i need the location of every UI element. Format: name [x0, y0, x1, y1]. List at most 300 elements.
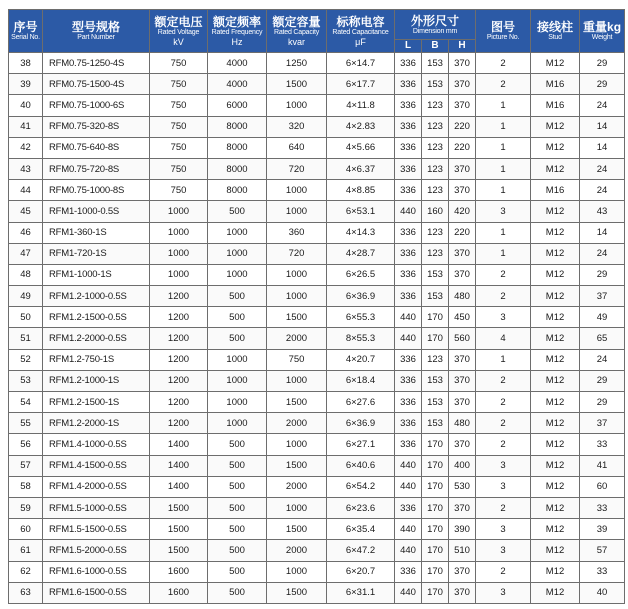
- picture-cell: 2: [476, 561, 531, 582]
- part-header-en: Part Number: [77, 34, 115, 41]
- stud-cell: M12: [531, 392, 580, 413]
- frequency-cell: 500: [208, 519, 267, 540]
- capacitance-cell: 6×35.4: [327, 519, 395, 540]
- picture-cell: 3: [476, 540, 531, 561]
- voltage-cell: 1200: [150, 370, 208, 391]
- stud-cell: M12: [531, 264, 580, 285]
- dimension-b-cell: 170: [422, 455, 449, 476]
- serial-cell: 40: [9, 95, 43, 116]
- part-number-cell: RFM1.2-1500-0.5S: [43, 307, 150, 328]
- dimension-h-cell: 370: [449, 180, 476, 201]
- voltage-cell: 750: [150, 158, 208, 179]
- dimension-l-cell: 336: [395, 222, 422, 243]
- serial-cell: 41: [9, 116, 43, 137]
- voltage-cell: 1500: [150, 540, 208, 561]
- dimension-b-cell: 153: [422, 370, 449, 391]
- serial-cell: 57: [9, 455, 43, 476]
- dimension-b-cell: 170: [422, 519, 449, 540]
- stud-cell: M12: [531, 53, 580, 74]
- dimension-l-cell: 336: [395, 434, 422, 455]
- voltage-cell: 1000: [150, 201, 208, 222]
- weight-cell: 33: [580, 497, 625, 518]
- stud-cell: M12: [531, 328, 580, 349]
- dimension-b-cell: 123: [422, 243, 449, 264]
- table-row: [9, 497, 625, 518]
- table-row: [9, 116, 625, 137]
- dimension-h-cell: 450: [449, 307, 476, 328]
- capacity-cell: 2000: [267, 476, 327, 497]
- dimension-h-cell: 560: [449, 328, 476, 349]
- voltage-cell: 1200: [150, 286, 208, 307]
- capacitance-cell: 6×27.6: [327, 392, 395, 413]
- part-number-cell: RFM1.5-2000-0.5S: [43, 540, 150, 561]
- frequency-cell: 1000: [208, 222, 267, 243]
- capacity-cell: 1250: [267, 53, 327, 74]
- frequency-cell: 500: [208, 307, 267, 328]
- dimension-l-cell: 336: [395, 264, 422, 285]
- serial-cell: 61: [9, 540, 43, 561]
- dimension-l-cell: 336: [395, 370, 422, 391]
- table-row: [9, 222, 625, 243]
- capacitance-cell: 6×31.1: [327, 582, 395, 603]
- dimension-h-cell: 370: [449, 497, 476, 518]
- part-number-cell: RFM1.6-1500-0.5S: [43, 582, 150, 603]
- capacity-cell: 1500: [267, 519, 327, 540]
- voltage-cell: 1200: [150, 413, 208, 434]
- voltage-cell: 1200: [150, 307, 208, 328]
- table-header: [9, 10, 625, 53]
- dimension-l-cell: 440: [395, 307, 422, 328]
- dimension-l-cell: 440: [395, 201, 422, 222]
- serial-cell: 62: [9, 561, 43, 582]
- capacitance-cell: 6×17.7: [327, 74, 395, 95]
- voltage-header-unit: kV: [173, 37, 184, 47]
- weight-cell: 33: [580, 561, 625, 582]
- voltage-cell: 1500: [150, 519, 208, 540]
- weight-cell: 40: [580, 582, 625, 603]
- weight-cell: 29: [580, 264, 625, 285]
- capacitance-cell: 6×20.7: [327, 561, 395, 582]
- capacitance-cell: 4×14.3: [327, 222, 395, 243]
- weight-cell: 24: [580, 180, 625, 201]
- frequency-cell: 500: [208, 582, 267, 603]
- table-row: [9, 180, 625, 201]
- capacity-cell: 1500: [267, 392, 327, 413]
- table-row: [9, 74, 625, 95]
- frequency-cell: 4000: [208, 53, 267, 74]
- part-number-cell: RFM1.2-1500-1S: [43, 392, 150, 413]
- frequency-cell: 1000: [208, 264, 267, 285]
- picture-cell: 2: [476, 264, 531, 285]
- weight-cell: 57: [580, 540, 625, 561]
- picture-cell: 3: [476, 455, 531, 476]
- serial-cell: 55: [9, 413, 43, 434]
- capacity-cell: 1000: [267, 497, 327, 518]
- dimension-l-cell: 336: [395, 158, 422, 179]
- table-row: [9, 434, 625, 455]
- dimension-l-cell: 336: [395, 286, 422, 307]
- part-number-cell: RFM1.2-750-1S: [43, 349, 150, 370]
- capacitance-cell: 4×6.37: [327, 158, 395, 179]
- voltage-cell: 750: [150, 137, 208, 158]
- capacitance-cell: 4×2.83: [327, 116, 395, 137]
- serial-cell: 51: [9, 328, 43, 349]
- frequency-header-unit: Hz: [231, 37, 243, 47]
- frequency-cell: 1000: [208, 370, 267, 391]
- picture-cell: 3: [476, 307, 531, 328]
- part-number-cell: RFM1.4-2000-0.5S: [43, 476, 150, 497]
- dimension-l-cell: 440: [395, 455, 422, 476]
- capacitance-cell: 6×47.2: [327, 540, 395, 561]
- dimension-header: [395, 10, 476, 40]
- capacity-cell: 1000: [267, 201, 327, 222]
- picture-cell: 1: [476, 222, 531, 243]
- weight-cell: 29: [580, 53, 625, 74]
- stud-cell: M12: [531, 582, 580, 603]
- table-row: [9, 370, 625, 391]
- dimension-l-cell: 336: [395, 413, 422, 434]
- dimension-l-cell: 440: [395, 540, 422, 561]
- frequency-cell: 500: [208, 497, 267, 518]
- voltage-cell: 1600: [150, 582, 208, 603]
- voltage-cell: 1200: [150, 349, 208, 370]
- capacitance-cell: 6×36.9: [327, 286, 395, 307]
- stud-cell: M12: [531, 540, 580, 561]
- capacity-cell: 1000: [267, 370, 327, 391]
- frequency-cell: 8000: [208, 116, 267, 137]
- stud-cell: M12: [531, 158, 580, 179]
- capacitance-cell: 6×36.9: [327, 413, 395, 434]
- dimension-h-cell: 220: [449, 222, 476, 243]
- dimension-b-cell: 170: [422, 307, 449, 328]
- capacitance-cell: 8×55.3: [327, 328, 395, 349]
- part-number-cell: RFM1.5-1500-0.5S: [43, 519, 150, 540]
- capacity-header: [267, 10, 327, 53]
- capacitance-cell: 4×28.7: [327, 243, 395, 264]
- dimension-l-cell: 336: [395, 53, 422, 74]
- capacity-cell: 1500: [267, 74, 327, 95]
- part-number-cell: RFM1.5-1000-0.5S: [43, 497, 150, 518]
- voltage-cell: 1000: [150, 222, 208, 243]
- part-number-cell: RFM0.75-1000-6S: [43, 95, 150, 116]
- serial-cell: 58: [9, 476, 43, 497]
- stud-cell: M16: [531, 95, 580, 116]
- dimension-b-cell: 153: [422, 74, 449, 95]
- dimension-h-cell: 370: [449, 264, 476, 285]
- dimension-b-cell: 170: [422, 582, 449, 603]
- dimension-b-cell: 160: [422, 201, 449, 222]
- voltage-cell: 1400: [150, 476, 208, 497]
- table-row: [9, 328, 625, 349]
- serial-cell: 46: [9, 222, 43, 243]
- dimension-b-cell: 170: [422, 476, 449, 497]
- dimension-b-header: B: [422, 40, 449, 53]
- serial-cell: 50: [9, 307, 43, 328]
- dimension-h-cell: 370: [449, 158, 476, 179]
- voltage-header-cn: 额定电压: [154, 15, 203, 29]
- dimension-b-cell: 153: [422, 53, 449, 74]
- dimension-l-cell: 336: [395, 95, 422, 116]
- voltage-cell: 1200: [150, 328, 208, 349]
- picture-cell: 3: [476, 476, 531, 497]
- capacitance-cell: 6×18.4: [327, 370, 395, 391]
- stud-cell: M12: [531, 116, 580, 137]
- capacitance-header-cn: 标称电容: [336, 15, 385, 29]
- picture-cell: 2: [476, 413, 531, 434]
- capacitance-cell: 4×20.7: [327, 349, 395, 370]
- dimension-h-cell: 370: [449, 74, 476, 95]
- stud-cell: M12: [531, 519, 580, 540]
- picture-cell: 1: [476, 349, 531, 370]
- picture-header-cn: 图号: [491, 20, 516, 34]
- part-number-cell: RFM1-1000-1S: [43, 264, 150, 285]
- capacity-cell: 320: [267, 116, 327, 137]
- dimension-h-cell: 510: [449, 540, 476, 561]
- dimension-l-cell: 336: [395, 180, 422, 201]
- weight-cell: 37: [580, 413, 625, 434]
- dimension-l-cell: 440: [395, 476, 422, 497]
- dimension-h-cell: 370: [449, 53, 476, 74]
- capacitance-cell: 6×53.1: [327, 201, 395, 222]
- serial-header-en: Serial No.: [11, 34, 40, 41]
- stud-cell: M12: [531, 370, 580, 391]
- part-number-cell: RFM1.2-1000-1S: [43, 370, 150, 391]
- dimension-l-cell: 336: [395, 497, 422, 518]
- weight-cell: 24: [580, 349, 625, 370]
- part-number-cell: RFM1-720-1S: [43, 243, 150, 264]
- dimension-h-cell: 370: [449, 582, 476, 603]
- dimension-b-cell: 123: [422, 95, 449, 116]
- table-row: [9, 95, 625, 116]
- dimension-h-cell: 220: [449, 116, 476, 137]
- capacity-cell: 1000: [267, 561, 327, 582]
- capacity-cell: 1000: [267, 286, 327, 307]
- weight-header-cn: 重量kg: [583, 20, 622, 34]
- picture-cell: 1: [476, 116, 531, 137]
- stud-cell: M16: [531, 74, 580, 95]
- weight-cell: 41: [580, 455, 625, 476]
- capacitance-header-en: Rated Capacitance: [332, 29, 389, 36]
- capacitance-cell: 6×40.6: [327, 455, 395, 476]
- picture-cell: 4: [476, 328, 531, 349]
- capacitance-cell: 6×55.3: [327, 307, 395, 328]
- capacitance-cell: 6×27.1: [327, 434, 395, 455]
- frequency-cell: 500: [208, 201, 267, 222]
- weight-cell: 43: [580, 201, 625, 222]
- serial-cell: 60: [9, 519, 43, 540]
- dimension-h-header: H: [449, 40, 476, 53]
- frequency-cell: 1000: [208, 243, 267, 264]
- dimension-l-cell: 440: [395, 519, 422, 540]
- dimension-h-cell: 370: [449, 392, 476, 413]
- voltage-cell: 1500: [150, 497, 208, 518]
- part-number-cell: RFM0.75-720-8S: [43, 158, 150, 179]
- stud-cell: M12: [531, 286, 580, 307]
- part-number-cell: RFM0.75-640-8S: [43, 137, 150, 158]
- voltage-cell: 750: [150, 53, 208, 74]
- voltage-cell: 1400: [150, 434, 208, 455]
- dimension-h-cell: 370: [449, 561, 476, 582]
- dimension-h-cell: 370: [449, 243, 476, 264]
- serial-cell: 53: [9, 370, 43, 391]
- part-header-cn: 型号规格: [71, 20, 120, 34]
- picture-cell: 2: [476, 497, 531, 518]
- dimension-h-cell: 370: [449, 370, 476, 391]
- voltage-header: [150, 10, 208, 53]
- picture-cell: 2: [476, 53, 531, 74]
- frequency-cell: 500: [208, 328, 267, 349]
- capacity-cell: 1000: [267, 264, 327, 285]
- weight-cell: 39: [580, 519, 625, 540]
- stud-cell: M12: [531, 349, 580, 370]
- table-body: [9, 53, 625, 604]
- stud-cell: M12: [531, 497, 580, 518]
- stud-cell: M12: [531, 476, 580, 497]
- table-row: [9, 137, 625, 158]
- capacity-header-cn: 额定容量: [272, 15, 321, 29]
- serial-cell: 49: [9, 286, 43, 307]
- capacity-cell: 2000: [267, 540, 327, 561]
- part-number-cell: RFM1-360-1S: [43, 222, 150, 243]
- stud-cell: M16: [531, 180, 580, 201]
- serial-header: [9, 10, 43, 53]
- capacity-header-unit: kvar: [287, 37, 305, 47]
- dimension-h-cell: 480: [449, 286, 476, 307]
- picture-cell: 3: [476, 519, 531, 540]
- capacitance-cell: 6×54.2: [327, 476, 395, 497]
- voltage-cell: 750: [150, 180, 208, 201]
- frequency-cell: 500: [208, 434, 267, 455]
- weight-cell: 60: [580, 476, 625, 497]
- dimension-b-cell: 123: [422, 180, 449, 201]
- dimension-b-cell: 123: [422, 222, 449, 243]
- part-number-cell: RFM1.4-1500-0.5S: [43, 455, 150, 476]
- capacitance-cell: 4×11.8: [327, 95, 395, 116]
- dimension-h-cell: 370: [449, 349, 476, 370]
- table-row: [9, 455, 625, 476]
- voltage-header-en: Rated Voltage: [157, 29, 200, 36]
- part-header: [43, 10, 150, 53]
- dimension-l-cell: 336: [395, 116, 422, 137]
- stud-cell: M12: [531, 243, 580, 264]
- weight-cell: 65: [580, 328, 625, 349]
- part-number-cell: RFM0.75-1250-4S: [43, 53, 150, 74]
- voltage-cell: 1200: [150, 392, 208, 413]
- voltage-cell: 1600: [150, 561, 208, 582]
- stud-cell: M12: [531, 434, 580, 455]
- frequency-header-en: Rated Frequency: [211, 29, 263, 36]
- part-number-cell: RFM1.2-2000-0.5S: [43, 328, 150, 349]
- dimension-l-cell: 336: [395, 561, 422, 582]
- voltage-cell: 750: [150, 74, 208, 95]
- part-number-cell: RFM1.2-1000-0.5S: [43, 286, 150, 307]
- capacity-cell: 1000: [267, 180, 327, 201]
- dimension-l-cell: 336: [395, 137, 422, 158]
- dimension-h-cell: 370: [449, 95, 476, 116]
- weight-cell: 24: [580, 158, 625, 179]
- frequency-cell: 8000: [208, 180, 267, 201]
- frequency-cell: 4000: [208, 74, 267, 95]
- weight-cell: 14: [580, 116, 625, 137]
- picture-cell: 1: [476, 180, 531, 201]
- capacity-cell: 720: [267, 158, 327, 179]
- picture-cell: 1: [476, 95, 531, 116]
- capacitance-cell: 6×14.7: [327, 53, 395, 74]
- frequency-header-cn: 额定频率: [212, 15, 261, 29]
- weight-cell: 14: [580, 222, 625, 243]
- table-row: [9, 476, 625, 497]
- weight-cell: 29: [580, 370, 625, 391]
- serial-cell: 63: [9, 582, 43, 603]
- dimension-b-cell: 123: [422, 137, 449, 158]
- dimension-l-cell: 440: [395, 582, 422, 603]
- capacity-cell: 1000: [267, 434, 327, 455]
- weight-cell: 29: [580, 392, 625, 413]
- dimension-header-en: Dimension mm: [412, 27, 458, 35]
- capacity-cell: 1000: [267, 95, 327, 116]
- capacity-cell: 2000: [267, 413, 327, 434]
- weight-cell: 24: [580, 243, 625, 264]
- table-row: [9, 582, 625, 603]
- picture-cell: 2: [476, 434, 531, 455]
- dimension-b-cell: 170: [422, 328, 449, 349]
- part-number-cell: RFM1.4-1000-0.5S: [43, 434, 150, 455]
- weight-cell: 37: [580, 286, 625, 307]
- weight-cell: 33: [580, 434, 625, 455]
- serial-cell: 38: [9, 53, 43, 74]
- capacity-cell: 1500: [267, 307, 327, 328]
- frequency-cell: 8000: [208, 137, 267, 158]
- dimension-b-cell: 170: [422, 497, 449, 518]
- dimension-h-cell: 390: [449, 519, 476, 540]
- serial-cell: 47: [9, 243, 43, 264]
- voltage-cell: 1000: [150, 264, 208, 285]
- table-row: [9, 349, 625, 370]
- capacity-header-en: Rated Capacity: [273, 29, 320, 36]
- table-row: [9, 286, 625, 307]
- part-number-cell: RFM1.2-2000-1S: [43, 413, 150, 434]
- dimension-b-cell: 153: [422, 286, 449, 307]
- frequency-cell: 1000: [208, 413, 267, 434]
- dimension-h-cell: 530: [449, 476, 476, 497]
- picture-cell: 1: [476, 137, 531, 158]
- stud-header-cn: 接线柱: [537, 20, 574, 34]
- part-number-cell: RFM0.75-1500-4S: [43, 74, 150, 95]
- table-row: [9, 307, 625, 328]
- frequency-cell: 500: [208, 286, 267, 307]
- picture-cell: 1: [476, 243, 531, 264]
- frequency-cell: 1000: [208, 349, 267, 370]
- frequency-cell: 1000: [208, 392, 267, 413]
- dimension-b-cell: 170: [422, 561, 449, 582]
- capacitance-header-unit: μF: [355, 37, 366, 47]
- table-row: [9, 158, 625, 179]
- frequency-cell: 500: [208, 476, 267, 497]
- dimension-b-cell: 123: [422, 116, 449, 137]
- frequency-cell: 500: [208, 561, 267, 582]
- picture-cell: 1: [476, 158, 531, 179]
- capacitance-cell: 6×26.5: [327, 264, 395, 285]
- weight-header: [580, 10, 625, 53]
- picture-header-en: Picture No.: [486, 34, 520, 41]
- serial-cell: 45: [9, 201, 43, 222]
- weight-header-en: Weight: [591, 34, 613, 41]
- part-number-cell: RFM0.75-320-8S: [43, 116, 150, 137]
- serial-cell: 42: [9, 137, 43, 158]
- stud-cell: M12: [531, 307, 580, 328]
- serial-cell: 43: [9, 158, 43, 179]
- frequency-cell: 500: [208, 540, 267, 561]
